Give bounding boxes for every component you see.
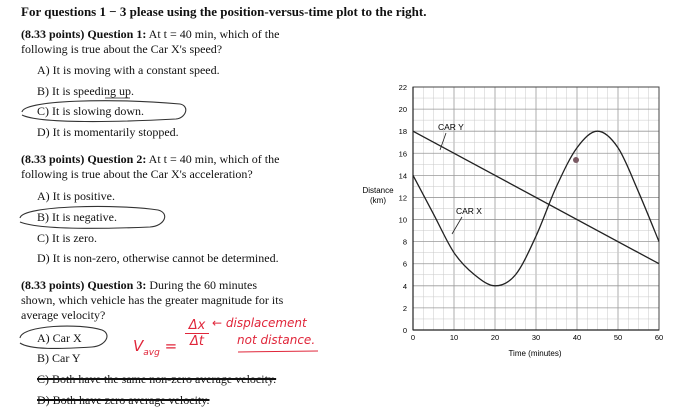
q2-option-d[interactable]: D) It is non-zero, otherwise cannot be determined. [37,251,279,265]
question-1-text-2: following is true about the Car X's speed? [21,42,223,56]
q1-option-b[interactable]: B) It is speeding up. [37,84,134,98]
q1-option-d[interactable]: D) It is momentarily stopped. [37,125,179,139]
y-tick-label: 12 [398,193,407,203]
formula-lhs: V [133,337,144,355]
chart-ylabel-distance: Distance [362,186,394,195]
question-2-text: At t = 40 min, which of the [146,152,280,166]
y-tick-label: 0 [402,326,407,335]
y-tick-label: 14 [398,171,407,181]
question-1-text: At t = 40 min, which of the [146,27,280,41]
x-tick-label: 60 [654,333,664,342]
x-tick-label: 30 [531,333,541,342]
fraction-denominator: Δt [190,334,204,349]
y-tick-label: 2 [402,303,407,313]
label-car-y: CAR Y [438,122,464,132]
y-tick-label: 18 [398,127,407,137]
y-tick-label: 22 [398,83,407,92]
x-tick-label: 20 [490,333,500,342]
q3-option-a[interactable]: A) Car X [37,331,82,345]
question-1-label: (8.33 points) Question 1: [21,27,147,41]
y-tick-label: 10 [398,215,407,225]
x-tick-label: 40 [572,333,582,342]
y-tick-label: 4 [402,281,407,291]
question-3-text: During the 60 minutes [146,278,257,292]
q3-option-d[interactable]: D) Both have zero average velocity. [37,393,210,407]
formula-equals: = [164,337,178,355]
chart-ylabel-unit: (km) [370,196,386,205]
question-3-text-3: average velocity? [21,308,106,322]
y-tick-label: 6 [402,259,407,269]
marker-t40 [573,157,579,163]
q1-option-c[interactable]: C) It is slowing down. [37,104,145,118]
y-tick-label: 20 [398,105,407,115]
y-tick-label: 8 [402,237,407,247]
formula-subscript: avg [143,348,160,358]
x-tick-label: 10 [449,333,459,342]
q2-option-b[interactable]: B) It is negative. [37,210,117,224]
q2-option-c[interactable]: C) It is zero. [37,231,97,245]
question-2-label: (8.33 points) Question 2: [21,152,147,166]
x-tick-label: 50 [613,333,623,342]
x-tick-label: 0 [410,333,416,342]
q3-option-c[interactable]: C) Both have the same non-zero average velocity. [37,372,277,386]
instructions-header: For questions 1 − 3 please using the position-versus-time plot to the right. [21,4,427,19]
question-3-label: (8.33 points) Question 3: [21,278,147,292]
y-tick-label: 16 [398,149,407,159]
handwritten-note-displacement: ← displacement [212,316,307,330]
handwritten-note-distance: not distance. [237,333,316,347]
question-3-text-2: shown, which vehicle has the greater magnitude for its [21,293,284,307]
label-car-x: CAR X [456,206,482,216]
fraction-numerator: Δx [185,318,209,334]
q3-option-b[interactable]: B) Car Y [37,351,81,365]
q2-option-a[interactable]: A) It is positive. [37,189,115,203]
q1-option-a[interactable]: A) It is moving with a constant speed. [37,63,220,77]
chart-xlabel: Time (minutes) [508,349,562,358]
question-2-text-2: following is true about the Car X's acceleration? [21,167,253,181]
